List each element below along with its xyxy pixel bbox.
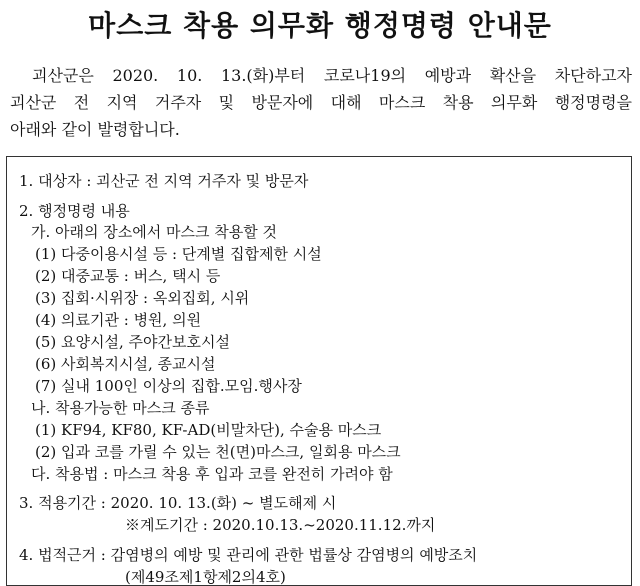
place-5: (5) 요양시설, 주야간보호시설 [35, 333, 230, 351]
subitem-places: 가. 아래의 장소에서 마스크 착용할 것 [31, 223, 277, 241]
notice-box [6, 156, 632, 586]
place-2: (2) 대중교통 : 버스, 택시 등 [35, 267, 221, 285]
intro-line-2: 괴산군 전 지역 거주자 및 방문자에 대해 마스크 착용 의무화 행정명령을 [10, 93, 632, 112]
document-title: 마스크 착용 의무화 행정명령 안내문 [88, 9, 552, 42]
intro-paragraph [10, 62, 632, 143]
guidance-period-note: ※계도기간 : 2020.10.13.~2020.11.12.까지 [125, 516, 436, 534]
subitem-mask-types: 나. 착용가능한 마스크 종류 [31, 399, 210, 417]
place-6: (6) 사회복지시설, 종교시설 [35, 355, 216, 373]
intro-line-1: 괴산군은 2020. 10. 13.(화)부터 코로나19의 예방과 확산을 차단하고자 [32, 66, 632, 85]
item-order-content: 2. 행정명령 내용 [19, 202, 130, 220]
mask-type-1: (1) KF94, KF80, KF-AD(비말차단), 수술용 마스크 [35, 421, 382, 439]
subitem-how-to-wear: 다. 착용법 : 마스크 착용 후 입과 코를 완전히 가려야 함 [31, 465, 393, 483]
place-7: (7) 실내 100인 이상의 집합.모임.행사장 [35, 377, 302, 395]
item-period: 3. 적용기간 : 2020. 10. 13.(화) ~ 별도해제 시 [19, 494, 337, 512]
item-target: 1. 대상자 : 괴산군 전 지역 거주자 및 방문자 [19, 172, 309, 190]
mask-type-2: (2) 입과 코를 가릴 수 있는 천(면)마스크, 일회용 마스크 [35, 443, 401, 461]
legal-basis-continued: (제49조제1항제2의4호) [125, 568, 286, 586]
intro-line-3: 아래와 같이 발령합니다. [10, 120, 180, 139]
place-4: (4) 의료기관 : 병원, 의원 [35, 311, 202, 329]
place-3: (3) 집회·시위장 : 옥외집회, 시위 [35, 289, 250, 307]
place-1: (1) 다중이용시설 등 : 단계별 집합제한 시설 [35, 245, 322, 263]
item-legal-basis: 4. 법적근거 : 감염병의 예방 및 관리에 관한 법률상 감염병의 예방조치 [19, 546, 478, 564]
